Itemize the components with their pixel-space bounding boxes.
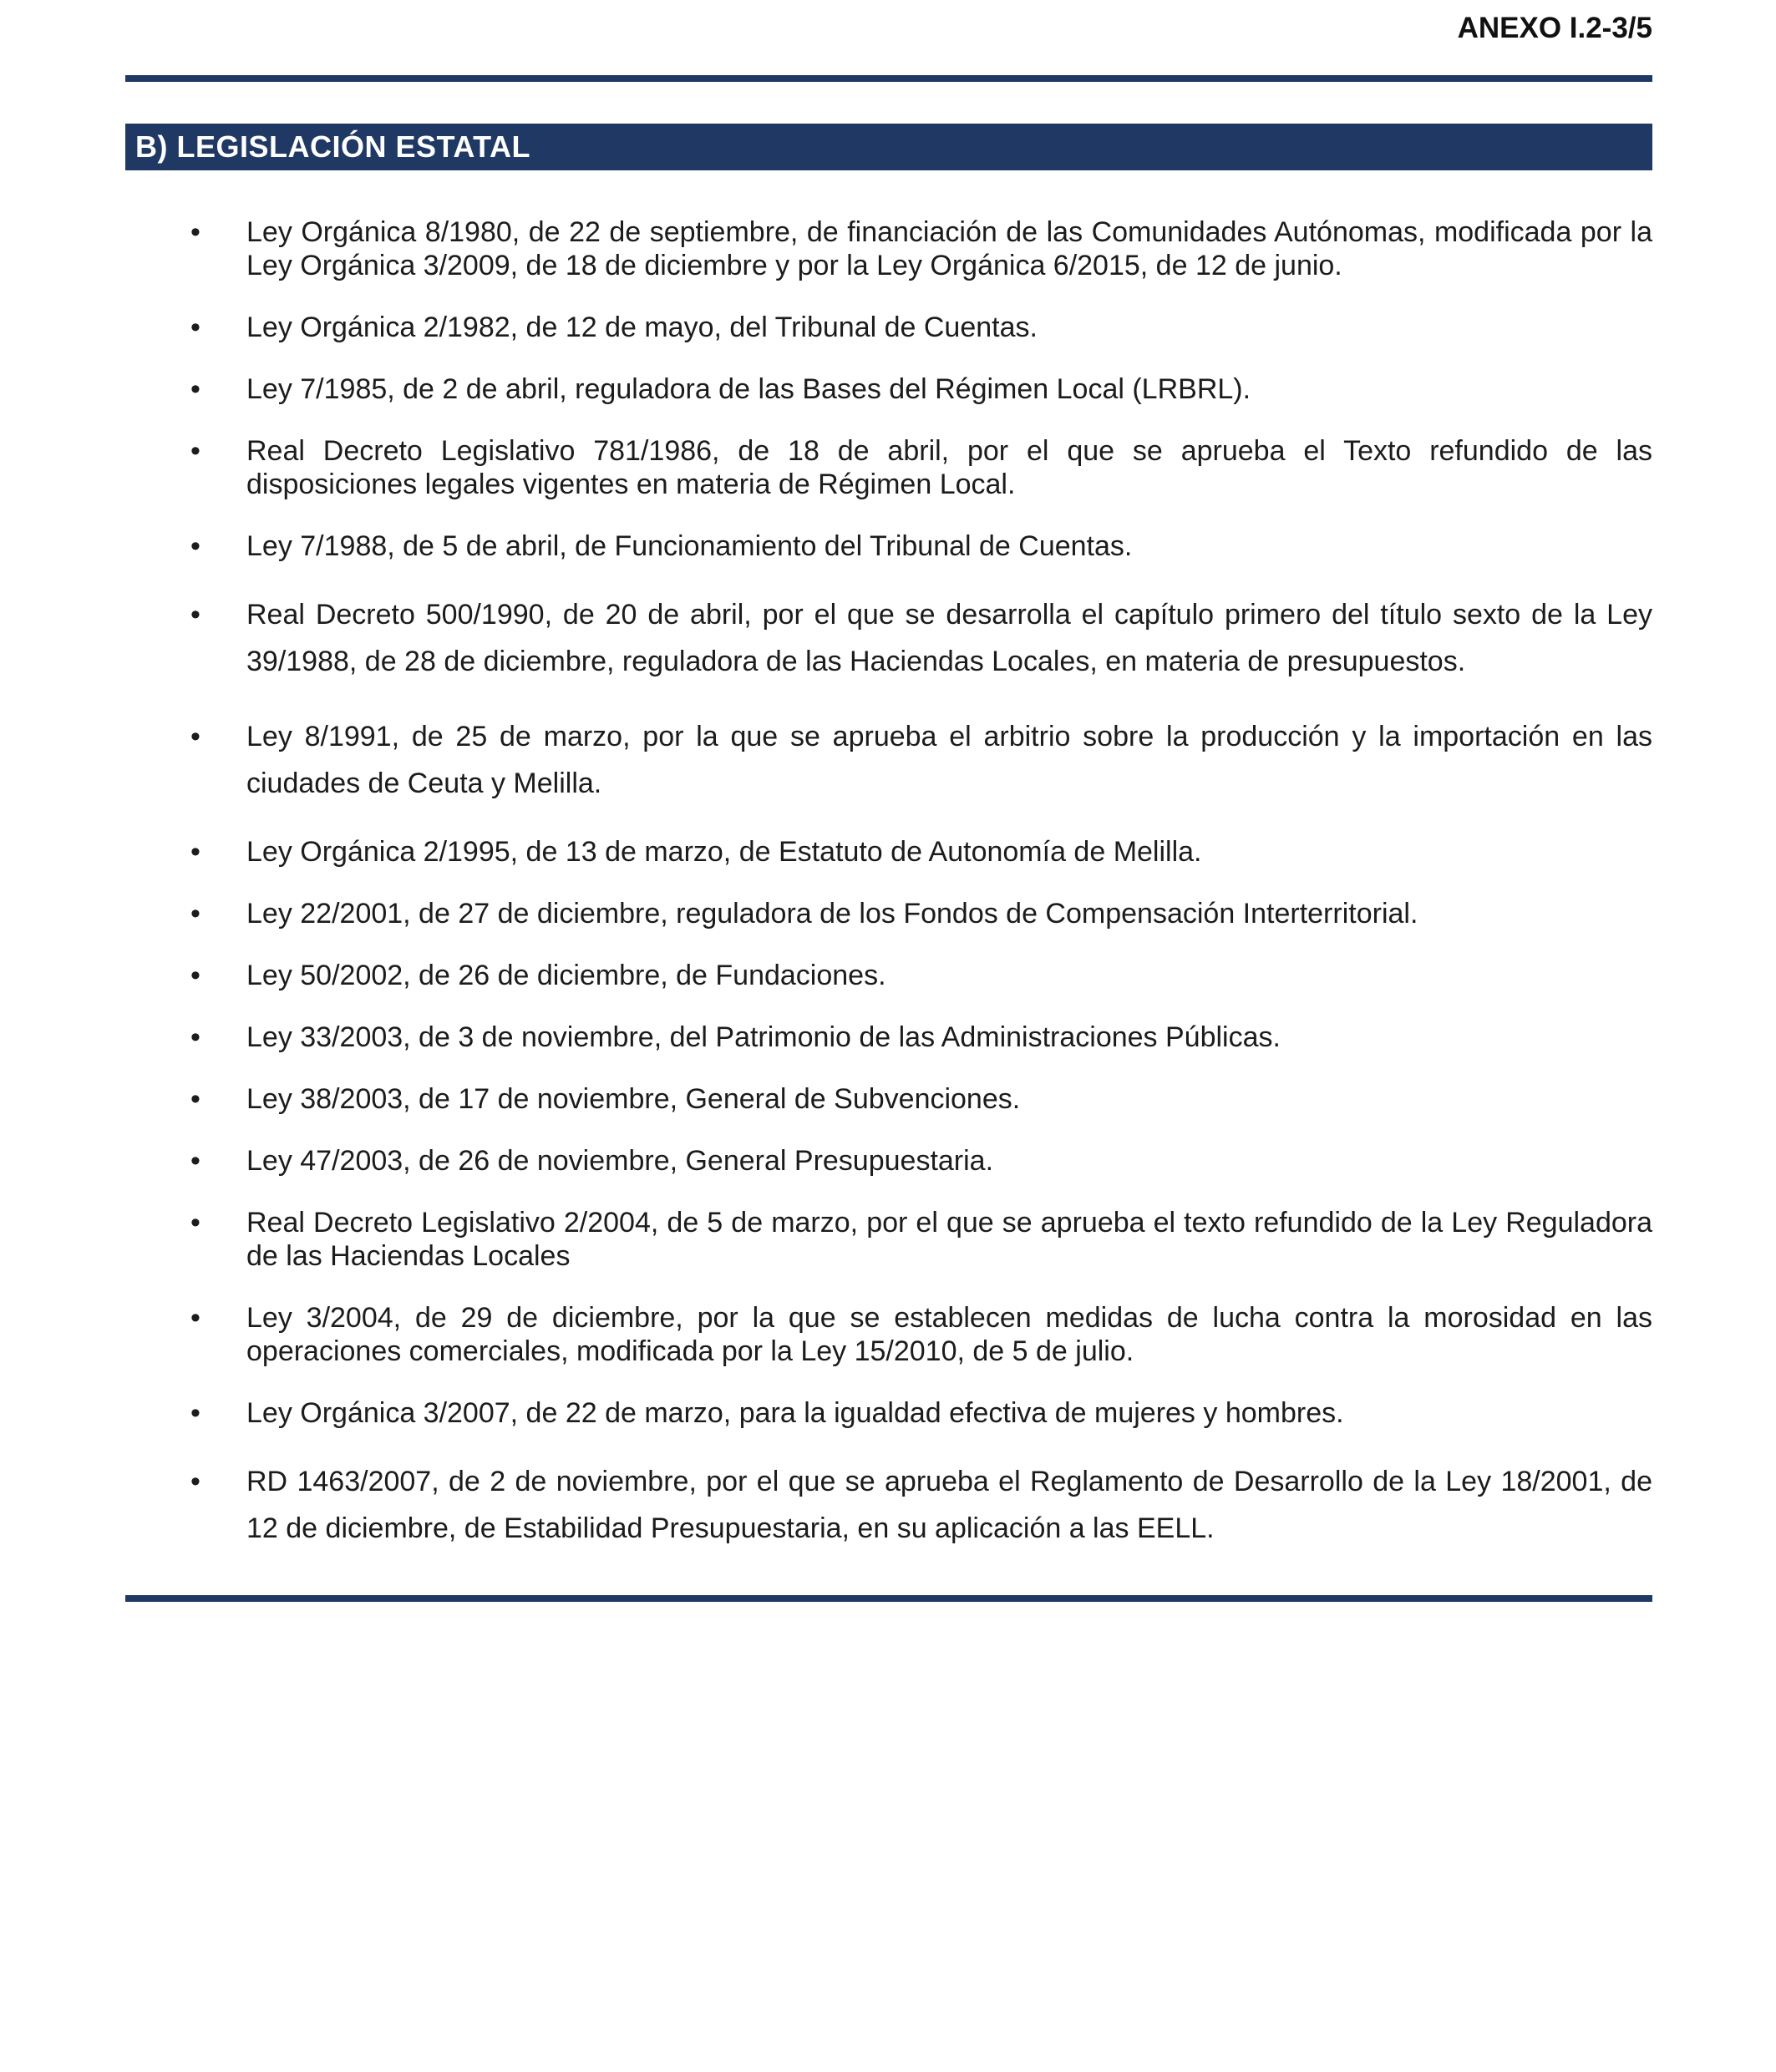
bullet-icon: • <box>190 216 200 249</box>
list-item-text: Ley 3/2004, de 29 de diciembre, por la que se establecen medidas de lucha contra la morosidad en las operaciones comerciales, modificada por la Ley 15/2010, de 5 de julio. <box>246 1302 1652 1368</box>
bullet-icon: • <box>190 1021 200 1054</box>
bullet-icon: • <box>190 898 200 930</box>
list-item-text: Ley 8/1991, de 25 de marzo, por la que se aprueba el arbitrio sobre la producción y la importación en las ciudades de Ceuta y Melilla. <box>246 721 1652 800</box>
bullet-icon: • <box>190 599 200 631</box>
list-item <box>125 897 1652 930</box>
bullet-icon: • <box>190 435 200 468</box>
list-item <box>125 1458 1652 1552</box>
bullet-icon: • <box>190 960 200 992</box>
list-item <box>125 1206 1652 1273</box>
list-item-text: Real Decreto Legislativo 781/1986, de 18 de abril, por el que se aprueba el Texto refundido de las disposiciones legales vigentes en materia de Régimen Local. <box>246 435 1652 501</box>
list-item-text: Ley 7/1985, de 2 de abril, reguladora de las Bases del Régimen Local (LRBRL). <box>246 373 1251 406</box>
list-item-text: Ley 33/2003, de 3 de noviembre, del Patrimonio de las Administraciones Públicas. <box>246 1021 1281 1054</box>
section-header-banner <box>125 124 1652 170</box>
list-item <box>125 311 1652 344</box>
list-item-text: Real Decreto 500/1990, de 20 de abril, por el que se desarrolla el capítulo primero del título sexto de la Ley 39/1988, de 28 de diciembre, reguladora de las Haciendas Locales, en materia de presupuestos. <box>246 599 1652 678</box>
list-item-text: Ley Orgánica 8/1980, de 22 de septiembre, de financiación de las Comunidades Autónomas, modificada por la Ley Orgánica 3/2009, de 18 de diciembre y por la Ley Orgánica 6/2015, de 12 de junio. <box>246 216 1652 282</box>
list-item <box>125 1396 1652 1430</box>
list-item <box>125 434 1652 501</box>
bullet-icon: • <box>190 1207 200 1239</box>
list-item-text: RD 1463/2007, de 2 de noviembre, por el que se aprueba el Reglamento de Desarrollo de la Ley 18/2001, de 12 de diciembre, de Estabilidad Presupuestaria, en su aplicación a las EELL. <box>246 1466 1652 1545</box>
list-item <box>125 591 1652 685</box>
list-item <box>125 215 1652 282</box>
bullet-icon: • <box>190 721 200 753</box>
bullet-icon: • <box>190 1145 200 1178</box>
list-item <box>125 1144 1652 1178</box>
list-item <box>125 529 1652 563</box>
bullet-icon: • <box>190 373 200 406</box>
list-item <box>125 1021 1652 1054</box>
top-divider <box>125 75 1652 82</box>
list-item <box>125 713 1652 807</box>
list-item-text: Ley 7/1988, de 5 de abril, de Funcionamiento del Tribunal de Cuentas. <box>246 530 1133 563</box>
list-item-text: Ley Orgánica 2/1995, de 13 de marzo, de Estatuto de Autonomía de Melilla. <box>246 836 1202 869</box>
list-item <box>125 1082 1652 1116</box>
list-item-text: Real Decreto Legislativo 2/2004, de 5 de marzo, por el que se aprueba el texto refundido de la Ley Reguladora de las Haciendas Locales <box>246 1207 1652 1273</box>
list-item-text: Ley 38/2003, de 17 de noviembre, General de Subvenciones. <box>246 1083 1021 1116</box>
list-item <box>125 372 1652 406</box>
list-item <box>125 1301 1652 1368</box>
list-item-text: Ley Orgánica 2/1982, de 12 de mayo, del Tribunal de Cuentas. <box>246 312 1038 344</box>
section-title: B) LEGISLACIÓN ESTATAL <box>135 129 530 165</box>
list-item-text: Ley 47/2003, de 26 de noviembre, General Presupuestaria. <box>246 1145 994 1178</box>
bullet-icon: • <box>190 1397 200 1430</box>
bullet-icon: • <box>190 1302 200 1335</box>
list-item <box>125 835 1652 869</box>
bullet-icon: • <box>190 1083 200 1116</box>
bullet-icon: • <box>190 312 200 344</box>
bottom-divider <box>125 1595 1652 1602</box>
list-item-text: Ley Orgánica 3/2007, de 22 de marzo, para la igualdad efectiva de mujeres y hombres. <box>246 1397 1344 1430</box>
list-item-text: Ley 50/2002, de 26 de diciembre, de Fundaciones. <box>246 960 886 992</box>
legislation-list <box>125 215 1652 1552</box>
list-item-text: Ley 22/2001, de 27 de diciembre, reguladora de los Fondos de Compensación Interterritorial. <box>246 898 1418 930</box>
list-item <box>125 959 1652 992</box>
bullet-icon: • <box>190 1466 200 1498</box>
bullet-icon: • <box>190 836 200 869</box>
annex-label: ANEXO I.2-3/5 <box>1457 12 1652 44</box>
bullet-icon: • <box>190 530 200 563</box>
